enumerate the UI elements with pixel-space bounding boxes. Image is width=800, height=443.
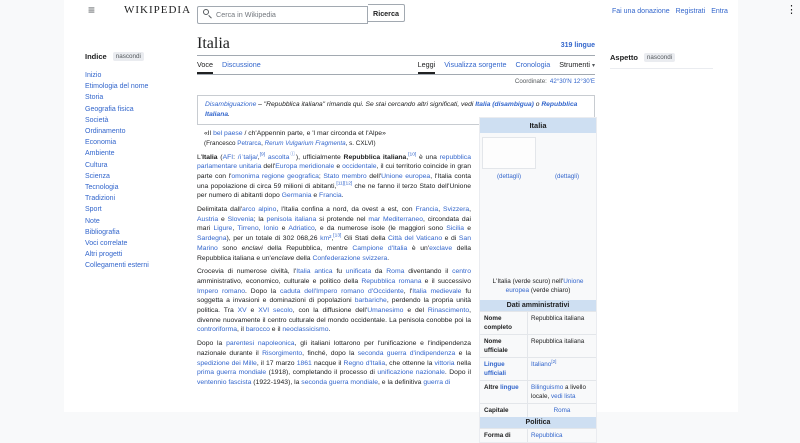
infobox-row xyxy=(480,357,596,380)
inline-link[interactable]: Europa meridionale xyxy=(275,163,335,171)
inline-link[interactable]: ventennio fascista xyxy=(197,378,252,386)
inline-link[interactable]: Repubblica romana xyxy=(361,277,422,285)
inline-link[interactable]: XV xyxy=(237,307,247,315)
paragraph: Crocevia di numerose civiltà, l'Italia antica fu unificata da Roma diventando il centro amministrativo, economico, culturale e politico della Repubblica romana e il successivo Impero romano. Dopo la caduta dell'Impero romano d'Occidente, l'Italia medievale fu soggetta a invasioni e dominazioni di popolazioni barbariche, perdendo la propria unità politica. Tra XV e XVI secolo, con la diffusione dell'Umanesimo e del Rinascimento, divenne nuovamente il centro culturale del mondo occidentale. La penisola conobbe poi la controriforma, il barocco e il neoclassicismo. xyxy=(197,268,471,334)
coordinates-label: Coordinate: xyxy=(514,78,547,85)
appearance-title: Aspetto xyxy=(610,53,638,62)
quote: «Il bel paese / ch'Appennin parte, e 'l mar circonda et l'Alpe» xyxy=(204,130,386,137)
inline-link[interactable]: bel paese xyxy=(213,130,243,137)
infobox xyxy=(479,117,597,443)
header-link[interactable]: Registrati xyxy=(675,8,706,15)
header-link[interactable]: Fai una donazione xyxy=(612,8,670,15)
inline-link[interactable]: caduta dell'Impero romano d'Occidente xyxy=(280,287,404,295)
languages-button[interactable]: 319 lingue xyxy=(560,42,595,49)
inline-link[interactable]: Disambiguazione xyxy=(205,101,257,108)
inline-link[interactable]: vedi lista xyxy=(550,393,576,400)
inline-link[interactable]: San Marino xyxy=(197,235,471,252)
appearance-hide-button[interactable]: nascondi xyxy=(644,53,675,62)
table-of-contents xyxy=(85,52,193,272)
tab-visualizza-sorgente[interactable]: Visualizza sorgente xyxy=(444,60,507,69)
infobox-row-label xyxy=(480,358,528,380)
hamburger-menu-icon[interactable]: ≡ xyxy=(88,3,96,17)
inline-link[interactable]: Roma xyxy=(553,407,571,414)
inline-link[interactable]: seconda guerra d'indipendenza xyxy=(357,349,456,357)
tab-cronologia[interactable]: Cronologia xyxy=(515,60,551,69)
inline-link[interactable]: arco alpino xyxy=(242,206,277,214)
search-button[interactable]: Ricerca xyxy=(368,4,405,22)
inline-link[interactable]: Campione d'Italia xyxy=(352,244,408,252)
inline-link[interactable]: Italia (disambigua) xyxy=(475,101,534,108)
page-title: Italia xyxy=(197,34,595,56)
inline-link[interactable]: Slovenia xyxy=(227,215,254,223)
infobox-row-label: Nome ufficiale xyxy=(480,335,528,357)
inline-link[interactable]: Adriatico xyxy=(288,225,315,233)
flag-details-link[interactable]: (dettagli) xyxy=(496,173,522,180)
inline-link[interactable]: Tirreno xyxy=(237,225,259,233)
inline-link[interactable]: spedizione dei Mille xyxy=(197,359,257,367)
inline-link[interactable]: centro xyxy=(452,268,471,276)
inline-link[interactable]: Roma xyxy=(386,268,405,276)
flag-image-placeholder xyxy=(482,137,536,169)
inline-link[interactable]: Lingue ufficiali xyxy=(484,361,507,377)
toc-item[interactable]: Ordinamento xyxy=(85,128,126,136)
toc-item[interactable]: Economia xyxy=(85,139,117,147)
infobox-section-header: Dati amministrativi xyxy=(480,300,596,311)
inline-link[interactable]: repubblica parlamentare unitaria xyxy=(197,153,471,171)
toc-hide-button[interactable]: nascondi xyxy=(113,52,144,61)
inline-link[interactable]: Unione europea xyxy=(381,172,431,180)
kebab-menu-icon[interactable]: ⋮ xyxy=(786,4,797,16)
toc-item[interactable]: Società xyxy=(85,116,109,124)
inline-link[interactable]: Repubblica Italiana xyxy=(205,101,578,118)
coordinates-link[interactable]: 42°30′N 12°30′E xyxy=(549,78,595,85)
infobox-row-label: Forma di xyxy=(480,429,528,442)
inline-link[interactable]: Unione europea xyxy=(505,278,584,294)
reference-link[interactable]: [11][12] xyxy=(336,181,353,187)
infobox-section-header: Politica xyxy=(480,417,596,428)
tab-leggi[interactable]: Leggi xyxy=(418,60,436,74)
quote-attribution: (Francesco Petrarca, Rerum Vulgarium Fragmenta, s. CXLVI) xyxy=(204,139,376,147)
toc-item[interactable]: Inizio xyxy=(85,72,102,79)
reference-link[interactable]: ⓘ xyxy=(289,152,296,158)
inline-link[interactable]: lingue xyxy=(500,384,519,391)
inline-link[interactable]: Germania xyxy=(281,192,312,200)
toc-item[interactable]: Tradizioni xyxy=(85,195,116,203)
inline-link[interactable]: Sardegna xyxy=(197,235,227,243)
header-links xyxy=(612,8,728,15)
inline-link[interactable]: barocco xyxy=(245,326,270,334)
infobox-row-value: Repubblica italiana xyxy=(531,315,585,322)
inline-link[interactable]: Ligure xyxy=(213,225,233,233)
toc-item[interactable]: Scienza xyxy=(85,172,110,180)
inline-link[interactable]: Umanesimo xyxy=(367,307,404,315)
inline-link[interactable]: ascolta xyxy=(267,153,290,161)
infobox-row-value: Bilinguismo a livello locale, vedi lista xyxy=(531,384,586,400)
inline-link[interactable]: Ionio xyxy=(263,225,279,233)
toc-item[interactable]: Voci correlate xyxy=(85,240,128,248)
infobox-sections xyxy=(480,300,596,442)
toc-item[interactable]: Collegamenti esterni xyxy=(85,262,149,270)
infobox-row-label: Altre lingue xyxy=(480,381,528,403)
coordinates xyxy=(197,78,595,85)
toc-item[interactable]: Tecnologia xyxy=(85,184,119,192)
infobox-row xyxy=(480,428,596,442)
inline-link[interactable]: Italia antica xyxy=(296,268,333,276)
reference-link[interactable]: [10] xyxy=(408,152,417,158)
inline-link[interactable]: controriforma xyxy=(197,326,238,334)
inline-link[interactable]: parentesi napoleonica xyxy=(226,340,295,348)
inline-link[interactable]: Stato membro xyxy=(323,172,367,180)
disambiguation-hatnote: Disambiguazione – "Repubblica italiana" rimanda qui. Se stai cercando altri significati, vedi Italia (disambigua) o Repubblica Italiana. xyxy=(197,95,595,125)
toc-item[interactable]: Sport xyxy=(85,206,102,214)
inline-link[interactable]: AFI xyxy=(222,153,234,161)
map-image-placeholder xyxy=(480,182,596,275)
inline-link[interactable]: Francia xyxy=(319,192,342,200)
inline-link[interactable]: Impero romano xyxy=(197,287,246,295)
inline-link[interactable]: vittoria xyxy=(434,359,455,367)
inline-link[interactable]: Petrarca xyxy=(237,139,262,147)
inline-link[interactable]: Svizzera xyxy=(443,206,470,214)
article-body xyxy=(197,153,471,388)
paragraph: Delimitata dall'arco alpino, l'Italia confina a nord, da ovest a est, con Francia, Svizzera, Austria e Slovenia; la penisola italiana si protende nel mar Mediterraneo, circondata dai mari Ligure, Tirreno, Ionio e Adriatico, e da numerose isole (le maggiori sono Sicilia e Sardegna), per un totale di 302 068,26 km²,[13] Gli Stati della Città del Vaticano e di San Marino sono enclavi della Repubblica, mentre Campione d'Italia è un'exclave della Repubblica italiana e un'enclave della Confederazione svizzera. xyxy=(197,206,472,262)
infobox-row xyxy=(480,380,596,403)
infobox-row-label: Nome completo xyxy=(480,312,528,334)
inline-link[interactable]: Bilinguismo xyxy=(531,384,564,391)
inline-link[interactable]: barbariche xyxy=(354,297,387,305)
inline-link[interactable]: Regno d'Italia xyxy=(343,359,386,367)
inline-link[interactable]: Italiano xyxy=(531,361,552,368)
inline-link[interactable]: unificata xyxy=(345,268,372,276)
search-input[interactable] xyxy=(197,6,368,24)
toc-item[interactable]: Cultura xyxy=(85,161,108,169)
inline-link[interactable]: penisola italiana xyxy=(266,215,317,223)
inline-link[interactable]: Risorgimento xyxy=(262,349,303,357)
infobox-title: Italia xyxy=(480,118,596,133)
inline-link[interactable]: prima guerra mondiale xyxy=(197,369,267,377)
inline-link[interactable]: omonima regione geografica xyxy=(231,172,319,180)
inline-link[interactable]: 1861 xyxy=(296,359,312,367)
toc-title: Indice xyxy=(85,52,107,61)
infobox-row-value xyxy=(528,404,596,417)
inline-link[interactable]: Città del Vaticano xyxy=(387,235,443,243)
inline-link[interactable]: seconda guerra mondiale xyxy=(301,378,379,386)
tab-bar xyxy=(197,56,595,75)
toc-item[interactable]: Geografia fisica xyxy=(85,105,134,113)
inline-link[interactable]: exclave xyxy=(429,244,453,252)
header-link[interactable]: Entra xyxy=(711,8,728,15)
inline-link[interactable]: mar Mediterraneo xyxy=(368,215,423,223)
toc-item[interactable]: Bibliografia xyxy=(85,228,120,236)
inline-link[interactable]: unificazione nazionale xyxy=(377,369,445,377)
map-caption: L'Italia (verde scuro) nell'Unione europea (verde chiaro) xyxy=(492,278,584,294)
toc-item[interactable]: Ambiente xyxy=(85,150,115,158)
appearance-panel xyxy=(610,53,713,69)
wikipedia-logo[interactable]: WIKIPEDIA xyxy=(124,4,192,16)
toc-item[interactable]: Etimologia del nome xyxy=(85,83,149,91)
chevron-down-icon: ▾ xyxy=(591,63,595,69)
inline-link[interactable]: km² xyxy=(320,235,332,243)
view-tabs xyxy=(418,60,595,74)
search-bar xyxy=(197,4,405,22)
tab-voce[interactable]: Voce xyxy=(197,60,213,74)
toc-item[interactable]: Storia xyxy=(85,94,104,102)
infobox-row xyxy=(480,403,596,417)
inline-link[interactable]: /iˈtalja/ xyxy=(237,153,258,161)
inline-link[interactable]: Sicilia xyxy=(446,225,465,233)
toc-list xyxy=(85,70,193,272)
inline-link[interactable]: Austria xyxy=(197,215,219,223)
inline-link[interactable]: Repubblica xyxy=(531,432,563,439)
infobox-row-value xyxy=(528,358,596,380)
tab-discussione[interactable]: Discussione xyxy=(222,60,261,69)
emblem-details-link[interactable]: (dettagli) xyxy=(554,173,580,180)
infobox-row xyxy=(480,334,596,357)
search-icon xyxy=(203,9,209,15)
infobox-row-label: Capitale xyxy=(480,404,528,417)
inline-link[interactable]: Rerum Vulgarium Fragmenta xyxy=(264,139,346,147)
inline-link[interactable]: Italia medievale xyxy=(412,287,462,295)
namespace-tabs xyxy=(197,60,261,74)
reference-link[interactable]: [9] xyxy=(259,152,266,158)
inline-link[interactable]: XVI secolo xyxy=(258,307,293,315)
paragraph: L'Italia (AFI: /iˈtalja/,[9] ascoltaⓘ), ufficialmente Repubblica italiana,[10] è una repubblica parlamentare unitaria dell'Europa meridionale e occidentale, il cui territorio coincide in gran parte con l'omonima regione geografica; Stato membro dell'Unione europea, l'Italia conta una popolazione di circa 59 milioni di abitanti,[11][12] che ne fanno il terzo Stato dell'Unione per numero di abitanti dopo Germania e Francia. xyxy=(197,152,472,200)
reference-link[interactable]: [13] xyxy=(333,233,342,239)
inline-link[interactable]: neoclassicismo xyxy=(282,326,329,334)
tab-strumenti[interactable]: Strumenti ▾ xyxy=(559,60,595,69)
inline-link[interactable]: Confederazione svizzera xyxy=(312,254,388,262)
paragraph: Dopo la parentesi napoleonica, gli italiani lottarono per l'unificazione e l'indipendenza nazionale durante il Risorgimento, finché, dopo la seconda guerra d'indipendenza e la spedizione dei Mille, il 17 marzo 1861 nacque il Regno d'Italia, che ottenne la vittoria nella prima guerra mondiale (1918), completando il processo di unificazione nazionale. Dopo il ventennio fascista (1922-1943), la seconda guerra mondiale, e la definitiva guerra di xyxy=(197,340,472,386)
reference-link[interactable]: [2] xyxy=(551,358,557,364)
infobox-row xyxy=(480,311,596,334)
toc-item[interactable]: Altri progetti xyxy=(85,251,123,259)
infobox-row-value: Repubblica italiana xyxy=(531,338,585,345)
inline-link[interactable]: Rinascimento xyxy=(427,307,470,315)
inline-link[interactable]: occidentale xyxy=(342,163,377,171)
inline-link[interactable]: guerra di xyxy=(423,378,451,386)
inline-link[interactable]: Francia xyxy=(415,206,439,214)
toc-item[interactable]: Note xyxy=(85,217,100,225)
infobox-row-value xyxy=(528,429,596,442)
